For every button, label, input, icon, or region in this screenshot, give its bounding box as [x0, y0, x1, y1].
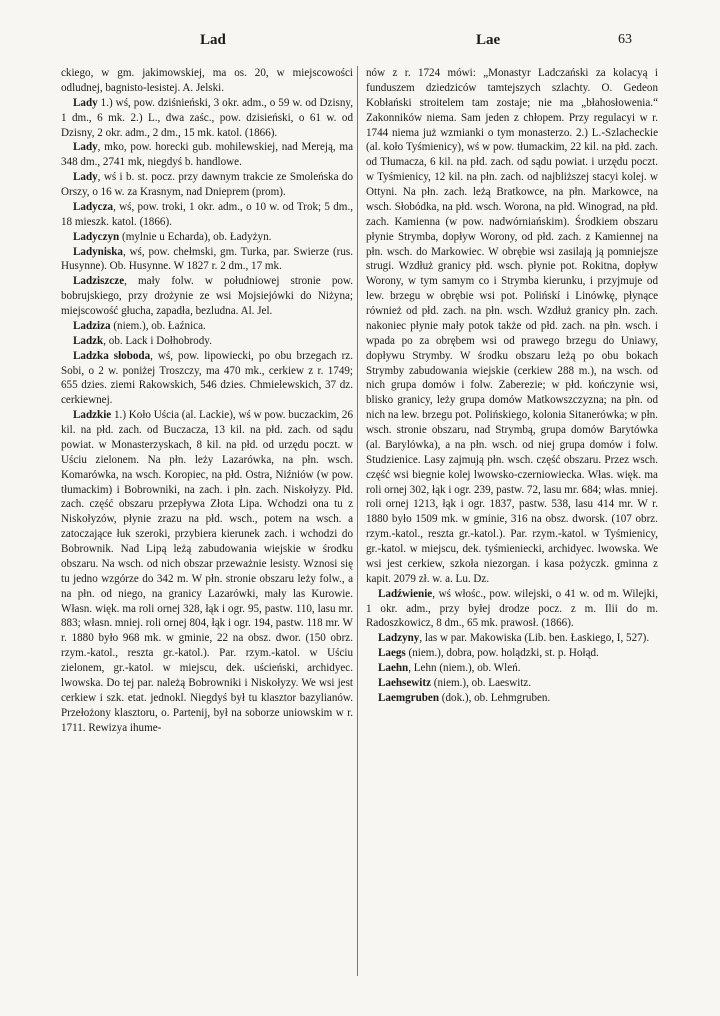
- entry-text: 1.) wś, pow. dziśnieński, 3 okr. adm., o 59 w. od Dzisny, 1 dm., 6 mk. 2.) L., dwa zaśc., pow. dzisieński, o 61 w. od Dzisny, 2 okr. adm., 2 dm., 15 mk. katol. (1866).: [61, 96, 353, 139]
- entry-text: (dok.), ob. Lehmgruben.: [439, 691, 551, 704]
- entry-headword: Ladziszcze: [73, 275, 125, 288]
- dictionary-entry: [61, 245, 353, 275]
- entry-headword: Ladzyny: [378, 632, 420, 645]
- entry-text: , ob. Lack i Dołhobrody.: [103, 334, 212, 347]
- dictionary-entry: [366, 646, 658, 661]
- dictionary-entry: [61, 170, 353, 200]
- entry-headword: Laehsewitz: [378, 676, 431, 689]
- entry-text: 1.) Koło Uścia (al. Lackie), wś w pow. buczackim, 26 kil. na płd. zach. od Buczacza, 13 kil. na płd. zach. od sądu powiat. w Monasterzyskach, 8 kil. na płd. od urzędu poczt. w Uściu zielonem. Na płn. leży Lazarówka, na płn. wsch. Komarówka, na wsch. Koropiec, na płd. Ostra, Niźniów (w pow. tłumackim) i Bobrowniki, na zach. i płn. zach. Niskołyzy. Płd. zach. część obszaru przepływa Złota Lipa. Wchodzi ona tu z Niskołyzów, płynie zrazu na płd. wsch., potem na wsch. a zatoczające łuk szeroki, przybiera kierunek zach. i wchodzi do Bobrownik. Nad Lipą leżą zabudowania wiejskie w środku obszaru. Na wsch. od nich obszar przeważnie lesisty. Wznosi się tu jedno wzgórze do 342 m. W płn. stronie obszaru leży folw., a na płn. od niego, na granicy Lazarówki, mały las Kurowie. Własn. więk. ma roli ornej 328, łąk i ogr. 95, pastw. 110, lasu mr. 883; własn. mniej. roli ornej 804, łąk i ogr. 194, pastw. 118 mr. W r. 1880 było 968 mk. w gminie, 22 na obsz. dwor. (150 obrz. rzym.-katol., reszta gr.-katol.). Par. rzym.-katol. w Uściu zielonem, gr.-katol. w miejscu, dek. uścieński, archidyec. lwowska. Do tej par. należą Bobrowniki i Niskołyzy. We wsi jest cerkiew i szk. etat. jednokl. Niegdyś był tu klasztor bazylianów. Przełożony klasztoru, o. Partenij, był na soborze uniowskim w r. 1711. Rewizya ihume-: [61, 409, 354, 734]
- entry-headword: Laemgruben: [378, 691, 440, 704]
- entry-text: (niem.), ob. Laeswitz.: [431, 676, 532, 689]
- entry-headword: Ladyczyn: [73, 230, 120, 243]
- entry-text: ckiego, w gm. jakimowskiej, ma os. 20, w miejscowości odludnej, bagnisto-lesistej. A. Jelski.: [61, 67, 353, 94]
- entry-text: (mylnie u Echarda), ob. Ładyżyn.: [119, 230, 272, 243]
- entry-headword: Lady: [73, 96, 98, 109]
- dictionary-entry: [366, 631, 658, 646]
- entry-text: , Lehn (niem.), ob. Wleń.: [408, 662, 521, 674]
- dictionary-entry: [61, 66, 353, 96]
- entry-headword: Lady: [73, 171, 98, 184]
- dictionary-entry: [61, 334, 353, 349]
- entry-text: (niem.), ob. Łaźnica.: [110, 319, 206, 332]
- entry-text: , wś, pow. troki, 1 okr. adm., o 10 w. od Trok; 5 dm., 18 mieszk. katol. (1866).: [61, 200, 353, 228]
- entry-headword: Ladzk: [73, 334, 104, 347]
- entry-text: , wś, pow. chełmski, gm. Turka, par. Swierze (rus. Husynne). Ob. Husynne. W 1827 r. 2 dm., 17 mk.: [61, 245, 353, 273]
- dictionary-entry: [61, 200, 353, 230]
- dictionary-entry: [61, 319, 353, 334]
- entry-headword: Ladziza: [73, 319, 111, 332]
- entry-text: , las w par. Makowiska (Lib. ben. Łaskiego, I, 527).: [419, 632, 650, 645]
- entry-text: , wś, pow. lipowiecki, po obu brzegach rz. Sobi, o 2 w. poniżej Troszczy, ma 470 mk., cerkiew z r. 1749; 655 dzies. ziemi Rakowskich, 546 dzies. Chmielewskich, 37 dz. cerkiewnej.: [61, 349, 353, 407]
- entry-headword: Laehn: [378, 662, 409, 674]
- entry-headword: Lady: [73, 141, 98, 154]
- dictionary-entry: [366, 66, 658, 587]
- entry-text: , wś i b. st. pocz. przy dawnym trakcie ze Smoleńska do Orszy, o 16 w. za Krasnym, nad Dnieprem (prom).: [61, 171, 353, 198]
- header-left-word: Lad: [200, 32, 226, 48]
- dictionary-entry: [61, 140, 353, 170]
- entry-headword: Ladzka słoboda: [73, 349, 151, 362]
- right-column: [366, 66, 658, 706]
- dictionary-entry: [61, 96, 353, 141]
- dictionary-entry: [366, 676, 658, 691]
- entry-text: , mko, pow. horecki gub. mohilewskiej, nad Mereją, ma 348 dm., 2741 mk, niegdyś b. handlowe.: [61, 141, 353, 169]
- left-column: [61, 66, 353, 735]
- dictionary-entry: [366, 691, 658, 706]
- entry-headword: Ladzkie: [73, 409, 112, 422]
- running-header: [60, 32, 630, 52]
- page-number: 63: [618, 32, 632, 47]
- header-right-word: Lae: [476, 32, 501, 48]
- dictionary-entry: [366, 661, 658, 676]
- dictionary-entry: [61, 349, 353, 409]
- entry-headword: Ladycza: [73, 200, 114, 213]
- entry-headword: Laegs: [378, 647, 406, 660]
- entry-headword: Ladźwienie: [378, 587, 433, 600]
- dictionary-entry: [61, 230, 353, 245]
- dictionary-entry: [61, 274, 353, 319]
- entry-text: , mały folw. w południowej stronie pow. bobrujskiego, przy drożynie ze wsi Mojsiejówki do Niżyna; miejscowość głucha, zapadła, bezludna. Al. Jel.: [61, 275, 353, 317]
- column-divider: [357, 66, 358, 976]
- entry-text: nów z r. 1724 mówi: „Monastyr Ladczański za kolacyą i funduszem dziedziców tamtejszych szlachty. O. Gedeon Kobłański stroitelem tam zostaje; nie ma „błahosłowenia.“ Zakonników niema. Sam jeden z chłopem. Przy regulacyi w r. 1744 niema już wzmianki o tym monasterzo. 2.) L.-Szlacheckie (al. koło Tyśmienicy), wś w pow. tłumackim, 22 kil. na płd. zach. od Tłumacza, 6 kil. na płd. zach. od sądu powiat. i urzędu poczt. w Tyśmienicy, 12 kil. na płn. zach. od najbliższej stacyi kolej. w Ottyni. Na płn. zach. leżą Bratkowce, na płn. Markowce, na wsch. Słobódka, na płd. wsch. Worona, na płd. Winograd, na płd. zach. Kamienna (w pow. nadwórniańskim). Środkiem obszaru płynie Strymba, dopływ Worony, od płd. zach. z Kamiennej na płn. wsch. do Markowiec. W obrębie wsi zasilają ją pomniejsze strugi. Wzdłuż granicy płd. wsch. płynie pot. Rokitna, dopływ Worony, w tym samym co i Strymba kierunku, i przyjmuje od lew. brzegu w obrębie wsi pot. Polińskí i Linówkę, płynące również od płd. zach. na płn. wsch. Wzdłuż granicy płn. zach. nakoniec płynie mały potok także od płd. zach. na płn. wsch. i wpada po za obrębem wsi od prawego brzegu do Uniawy, dopływu Strymby. W środku obszaru leżą po obu bokach Strymby zabudowania wiejskie (cerkiew 288 m.), na wsch. od nich grupa domów i folw. Zaberezie; w płd. kończynie wsi, blisko granicy, leży grupa domów Matkowszczyzna; na płn. od nich na lew. brzegu pot. Polińskiego, kolonia Sitanerówka; w płn. wsch. stronie obszaru, nad Strymbą, grupa domów Barytówka (al. Barylówka), a na płn. wsch. od niej grupa domów i folw. Studzienice. Lasy zajmują płn. wsch. część obszaru. Przez wsch. część wsi biegnie kolej lwowsko-czerniowiecka. Włas. więk. ma roli ornej 302, łąk i ogr. 239, pastw. 72, lasu mr. 684; włas. mniej. roli ornej 1213, łąk i ogr. 1837, pastw. 538, lasu 414 mr. W r. 1880 było 1509 mk. w gminie, 316 na obsz. dworsk. (107 obrz. rzym.-katol., reszta gr.-katol.). Par. rzym.-katol. w Tyśmienicy, gr.-katol. w miejscu, dek. tyśmieniecki, archidyec. lwowska. We wsi jest cerkiew, szkoła niezorgan. i kasa pożyczk. gminna z kapit. 2079 zł. w. a. Lu. Dz.: [366, 67, 658, 585]
- entry-text: (niem.), dobra, pow. holądzki, st. p. Hołąd.: [405, 647, 599, 660]
- dictionary-entry: [61, 408, 353, 735]
- entry-headword: Ladyniska: [73, 245, 123, 258]
- dictionary-entry: [366, 587, 658, 632]
- entry-text: , wś włośc., pow. wilejski, o 41 w. od m. Wilejki, 1 okr. adm., przy byłej drodze pocz. z m. Ilii do m. Radoszkowicz, 8 dm., 65 mk. prawosł. (1866).: [366, 587, 658, 630]
